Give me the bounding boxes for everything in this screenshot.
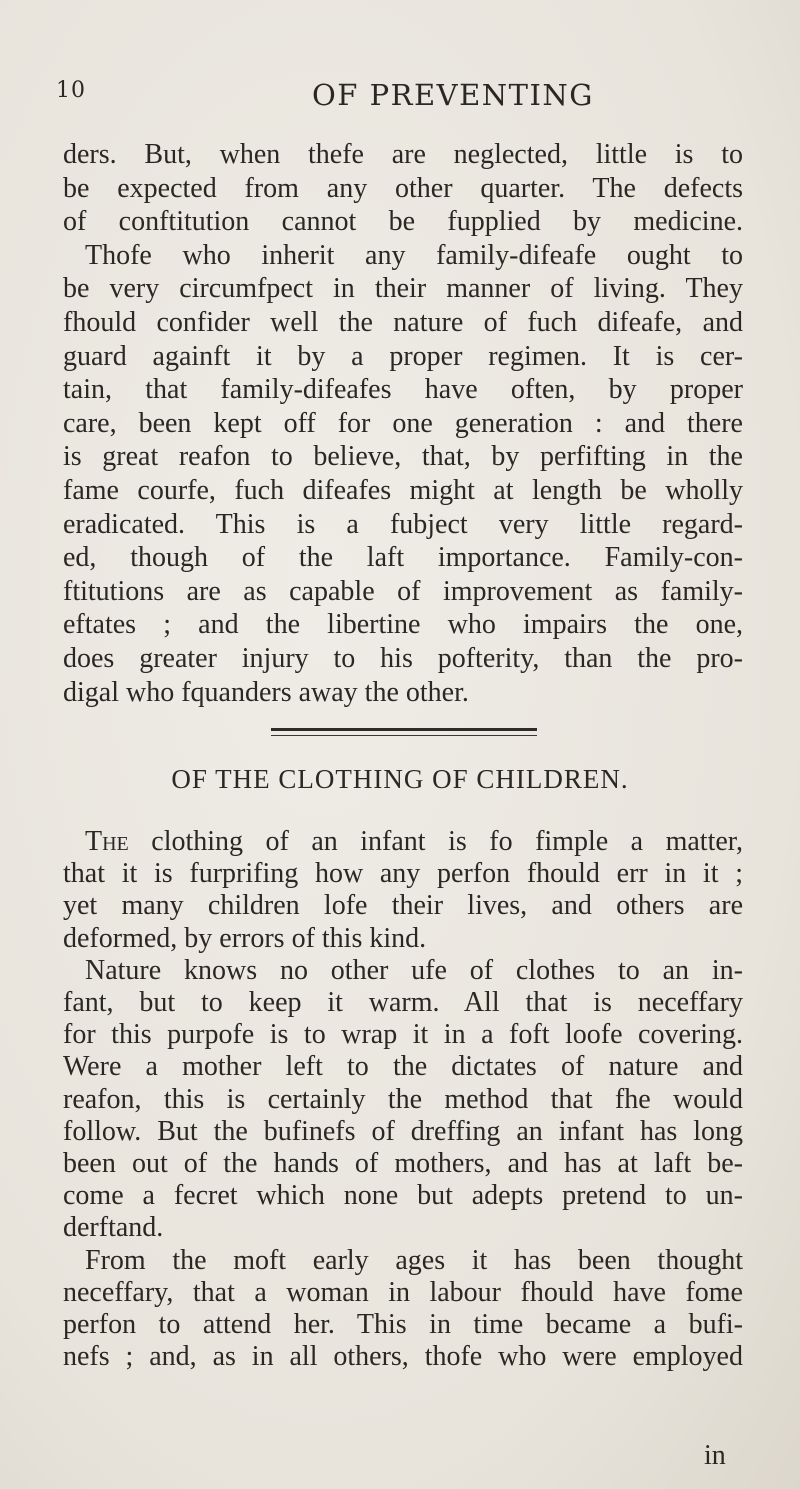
text-line: eradicated. This is a fubject very little regard-: [63, 508, 743, 540]
text-line: Thofe who inherit any family-difeafe ought to: [85, 239, 743, 271]
text-line: perfon to attend her. This in time became a bufi-: [63, 1309, 743, 1341]
line-rest: clothing of an infant is fo fimple a matter,: [128, 826, 743, 857]
section-rule: [271, 728, 537, 740]
text-line: [63, 826, 743, 858]
text-line: Were a mother left to the dictates of nature and: [63, 1051, 743, 1083]
section-title: OF THE CLOTHING OF CHILDREN.: [171, 764, 629, 794]
text-line: does greater injury to his pofterity, than the pro-: [63, 642, 743, 674]
text-line: for this purpofe is to wrap it in a foft loofe covering.: [63, 1019, 743, 1051]
rule-thin: [271, 735, 537, 736]
text-line: fant, but to keep it warm. All that is neceffary: [63, 987, 743, 1019]
text-line: ders. But, when thefe are neglected, little is to: [63, 139, 743, 170]
text-line: eftates ; and the libertine who impairs the one,: [63, 609, 743, 641]
text-line: ed, though of the laft importance. Family-con-: [63, 542, 743, 574]
text-line: of conftitution cannot be fupplied by medicine.: [63, 206, 743, 238]
text-line: ftitutions are as capable of improvement as family-: [63, 575, 743, 607]
text-line: that it is furprifing how any perfon fhould err in it ;: [63, 858, 743, 890]
text-line: From the moft early ages it has been thought: [85, 1244, 743, 1276]
text-line: fame courfe, fuch difeafes might at length be wholly: [63, 474, 743, 506]
drop-word: The: [85, 826, 129, 857]
text-line: yet many children lofe their lives, and others are: [63, 890, 743, 922]
page-number: 10: [56, 78, 86, 103]
text-line: derftand.: [63, 1212, 164, 1244]
rule-thick: [271, 728, 537, 731]
text-line: neceffary, that a woman in labour fhould have fome: [63, 1276, 743, 1308]
text-line: tain, that family-difeafes have often, by proper: [63, 374, 743, 406]
text-line: care, been kept off for one generation : and there: [63, 407, 743, 439]
text-line: deformed, by errors of this kind.: [63, 922, 427, 954]
running-head: OF PREVENTING: [312, 78, 594, 112]
catchword: in: [704, 1440, 726, 1471]
text-line: be very circumfpect in their manner of living. They: [63, 273, 743, 305]
text-line: come a fecret which none but adepts pretend to un-: [63, 1180, 743, 1212]
text-line: nefs ; and, as in all others, thofe who were employed: [63, 1341, 743, 1373]
text-line: follow. But the bufinefs of dreffing an infant has long: [63, 1115, 743, 1147]
section-body: [63, 826, 743, 1373]
text-line: is great reafon to believe, that, by perfifting in the: [63, 441, 743, 473]
page-header: [56, 78, 756, 118]
text-line: Nature knows no other ufe of clothes to an in-: [85, 954, 743, 986]
text-line: be expected from any other quarter. The defects: [63, 172, 743, 204]
text-line: digal who fquanders away the other.: [63, 676, 469, 708]
paragraph-continued: [63, 138, 743, 709]
text-line: reafon, this is certainly the method that fhe would: [63, 1083, 743, 1115]
text-line: fhould confider well the nature of fuch difeafe, and: [63, 306, 743, 338]
text-line: guard againft it by a proper regimen. It is cer-: [63, 340, 743, 372]
text-line: been out of the hands of mothers, and has at laft be-: [63, 1148, 743, 1180]
